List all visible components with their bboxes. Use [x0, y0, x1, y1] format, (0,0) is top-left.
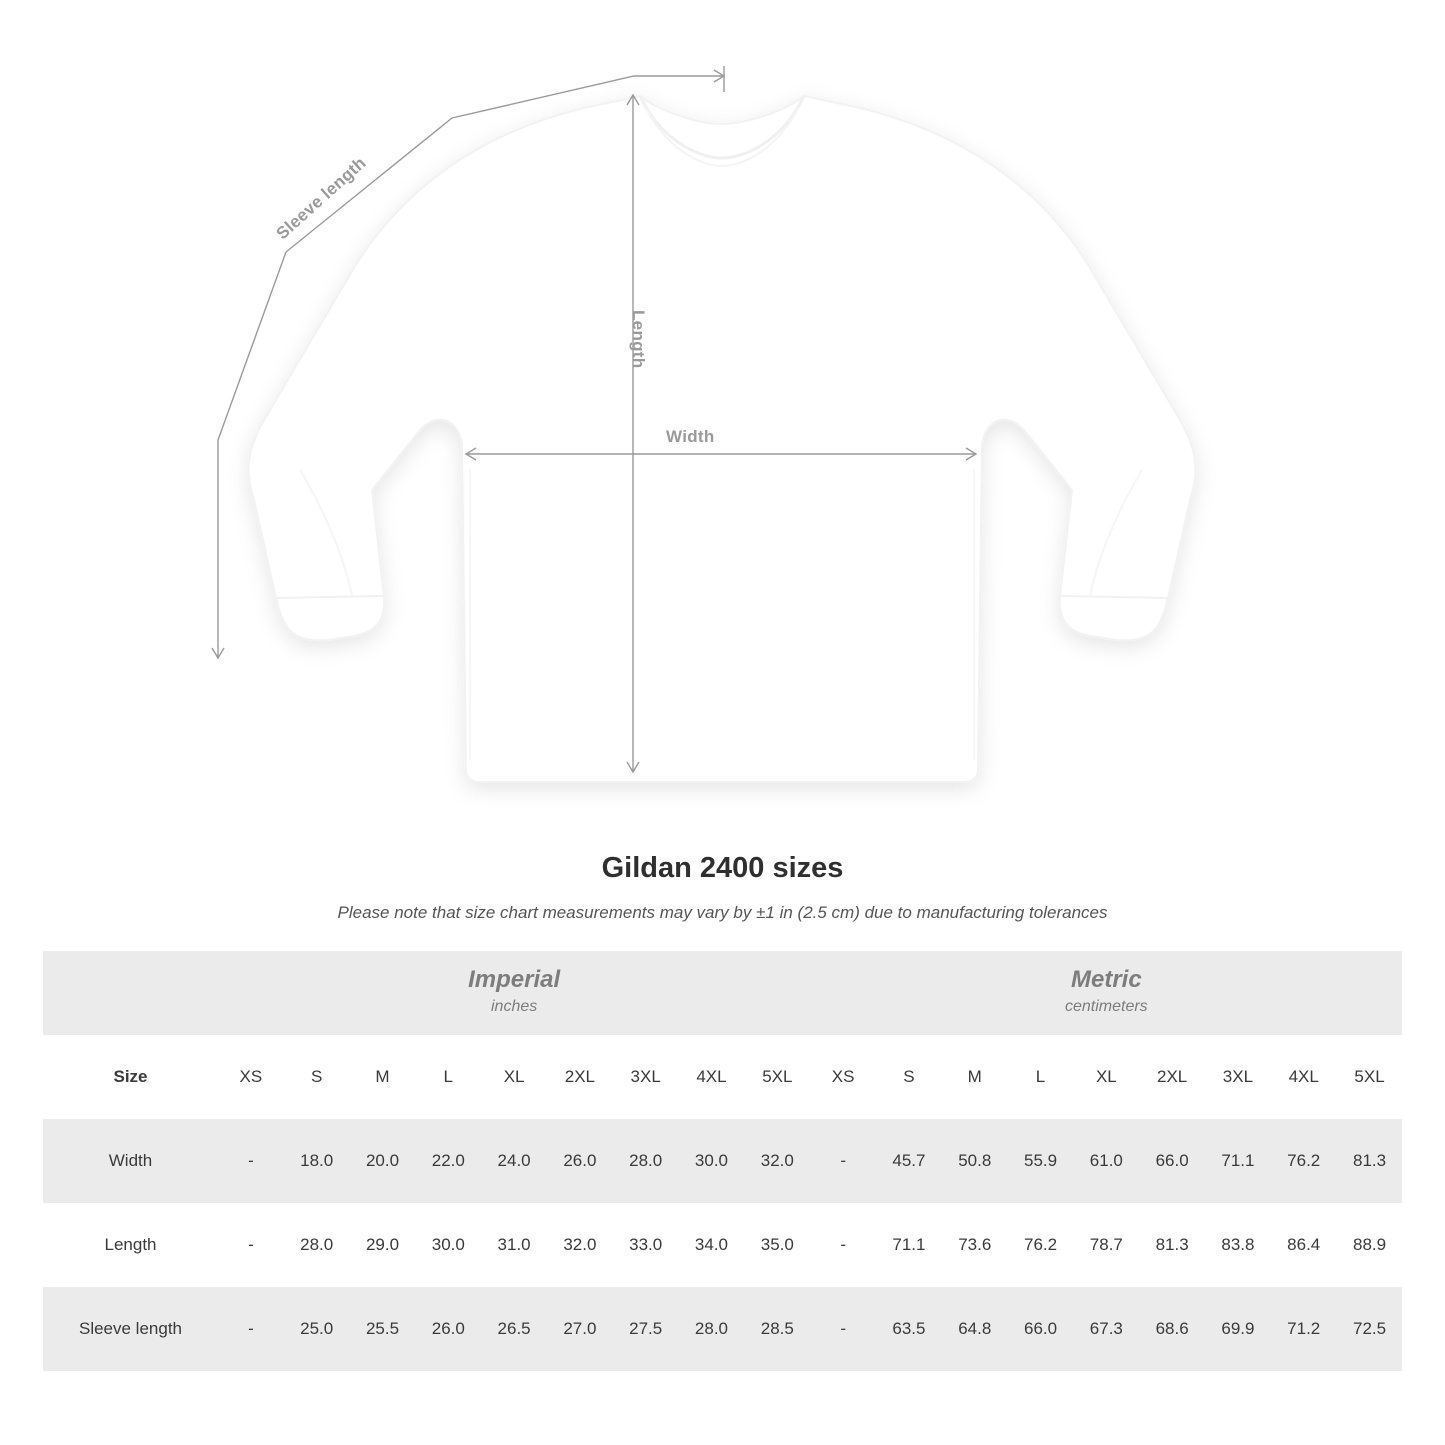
table-row: [43, 1203, 1402, 1287]
cell-sleeve-2: 25.5: [350, 1287, 416, 1371]
cell-length-16: 86.4: [1271, 1203, 1337, 1287]
cell-width-2: 20.0: [350, 1119, 416, 1203]
cell-sleeve-5: 27.0: [547, 1287, 613, 1371]
size-col-2xl-metric: 2XL: [1139, 1035, 1205, 1119]
cell-length-14: 81.3: [1139, 1203, 1205, 1287]
title-block: [0, 852, 1445, 923]
cell-sleeve-9: -: [810, 1287, 876, 1371]
cell-length-5: 32.0: [547, 1203, 613, 1287]
cell-width-6: 28.0: [613, 1119, 679, 1203]
cell-sleeve-1: 25.0: [284, 1287, 350, 1371]
cell-length-9: -: [810, 1203, 876, 1287]
cell-sleeve-6: 27.5: [613, 1287, 679, 1371]
size-col-s-imperial: S: [284, 1035, 350, 1119]
size-col-5xl-imperial: 5XL: [744, 1035, 810, 1119]
size-col-l-imperial: L: [415, 1035, 481, 1119]
cell-sleeve-16: 71.2: [1271, 1287, 1337, 1371]
cell-width-11: 50.8: [942, 1119, 1008, 1203]
cell-width-5: 26.0: [547, 1119, 613, 1203]
cell-width-3: 22.0: [415, 1119, 481, 1203]
cell-width-7: 30.0: [679, 1119, 745, 1203]
size-col-3xl-metric: 3XL: [1205, 1035, 1271, 1119]
size-col-4xl-metric: 4XL: [1271, 1035, 1337, 1119]
size-col-xs-imperial: XS: [218, 1035, 284, 1119]
cell-width-9: -: [810, 1119, 876, 1203]
size-col-xl-imperial: XL: [481, 1035, 547, 1119]
cell-sleeve-0: -: [218, 1287, 284, 1371]
dimension-label-sleeve-length: Sleeve length: [272, 153, 370, 244]
unit-header-imperial: [218, 951, 810, 1035]
size-col-m-imperial: M: [350, 1035, 416, 1119]
cell-length-12: 76.2: [1008, 1203, 1074, 1287]
cell-length-17: 88.9: [1337, 1203, 1403, 1287]
cell-sleeve-17: 72.5: [1337, 1287, 1403, 1371]
cell-length-11: 73.6: [942, 1203, 1008, 1287]
unit-header-metric: [810, 951, 1402, 1035]
cell-width-8: 32.0: [744, 1119, 810, 1203]
cell-sleeve-13: 67.3: [1073, 1287, 1139, 1371]
page-title: Gildan 2400 sizes: [601, 852, 844, 884]
cell-width-4: 24.0: [481, 1119, 547, 1203]
unit-sub-metric: centimeters: [1064, 998, 1148, 1015]
unit-name-imperial: Imperial: [468, 966, 561, 994]
size-col-2xl-imperial: 2XL: [547, 1035, 613, 1119]
cell-sleeve-11: 64.8: [942, 1287, 1008, 1371]
unit-name-metric: Metric: [1071, 966, 1142, 994]
cell-width-14: 66.0: [1139, 1119, 1205, 1203]
table-row: [43, 1119, 1402, 1203]
cell-sleeve-14: 68.6: [1139, 1287, 1205, 1371]
cell-length-2: 29.0: [350, 1203, 416, 1287]
unit-header-row: [43, 951, 1402, 1035]
dimension-label-length: Length: [629, 310, 648, 369]
cell-length-8: 35.0: [744, 1203, 810, 1287]
cell-length-1: 28.0: [284, 1203, 350, 1287]
cell-width-12: 55.9: [1008, 1119, 1074, 1203]
tolerance-note: Please note that size chart measurements may vary by ±1 in (2.5 cm) due to manufacturing tolerances: [337, 903, 1108, 922]
cell-length-10: 71.1: [876, 1203, 942, 1287]
cell-length-13: 78.7: [1073, 1203, 1139, 1287]
cell-sleeve-10: 63.5: [876, 1287, 942, 1371]
size-col-m-metric: M: [942, 1035, 1008, 1119]
cell-length-6: 33.0: [613, 1203, 679, 1287]
size-col-xl-metric: XL: [1073, 1035, 1139, 1119]
size-table-wrap: [43, 951, 1402, 1371]
size-col-l-metric: L: [1008, 1035, 1074, 1119]
size-header-row: [43, 1035, 1402, 1119]
size-col-3xl-imperial: 3XL: [613, 1035, 679, 1119]
row-label-sleeve-length: Sleeve length: [43, 1287, 218, 1371]
cell-width-0: -: [218, 1119, 284, 1203]
cell-width-16: 76.2: [1271, 1119, 1337, 1203]
size-table: [43, 951, 1402, 1371]
cell-sleeve-12: 66.0: [1008, 1287, 1074, 1371]
cell-width-17: 81.3: [1337, 1119, 1403, 1203]
cell-width-1: 18.0: [284, 1119, 350, 1203]
cell-width-13: 61.0: [1073, 1119, 1139, 1203]
unit-sub-imperial: inches: [491, 998, 538, 1015]
size-col-5xl-metric: 5XL: [1337, 1035, 1403, 1119]
cell-width-15: 71.1: [1205, 1119, 1271, 1203]
size-col-4xl-imperial: 4XL: [679, 1035, 745, 1119]
row-label-width: Width: [43, 1119, 218, 1203]
cell-length-7: 34.0: [679, 1203, 745, 1287]
unit-header-spacer: [43, 951, 218, 1035]
cell-length-15: 83.8: [1205, 1203, 1271, 1287]
cell-sleeve-4: 26.5: [481, 1287, 547, 1371]
cell-length-4: 31.0: [481, 1203, 547, 1287]
cell-length-0: -: [218, 1203, 284, 1287]
dimension-label-width: Width: [666, 427, 715, 446]
cell-width-10: 45.7: [876, 1119, 942, 1203]
size-col-xs-metric: XS: [810, 1035, 876, 1119]
size-col-s-metric: S: [876, 1035, 942, 1119]
table-row: [43, 1287, 1402, 1371]
cell-length-3: 30.0: [415, 1203, 481, 1287]
row-header-size: Size: [43, 1035, 218, 1119]
cell-sleeve-15: 69.9: [1205, 1287, 1271, 1371]
cell-sleeve-7: 28.0: [679, 1287, 745, 1371]
row-label-length: Length: [43, 1203, 218, 1287]
cell-sleeve-3: 26.0: [415, 1287, 481, 1371]
cell-sleeve-8: 28.5: [744, 1287, 810, 1371]
